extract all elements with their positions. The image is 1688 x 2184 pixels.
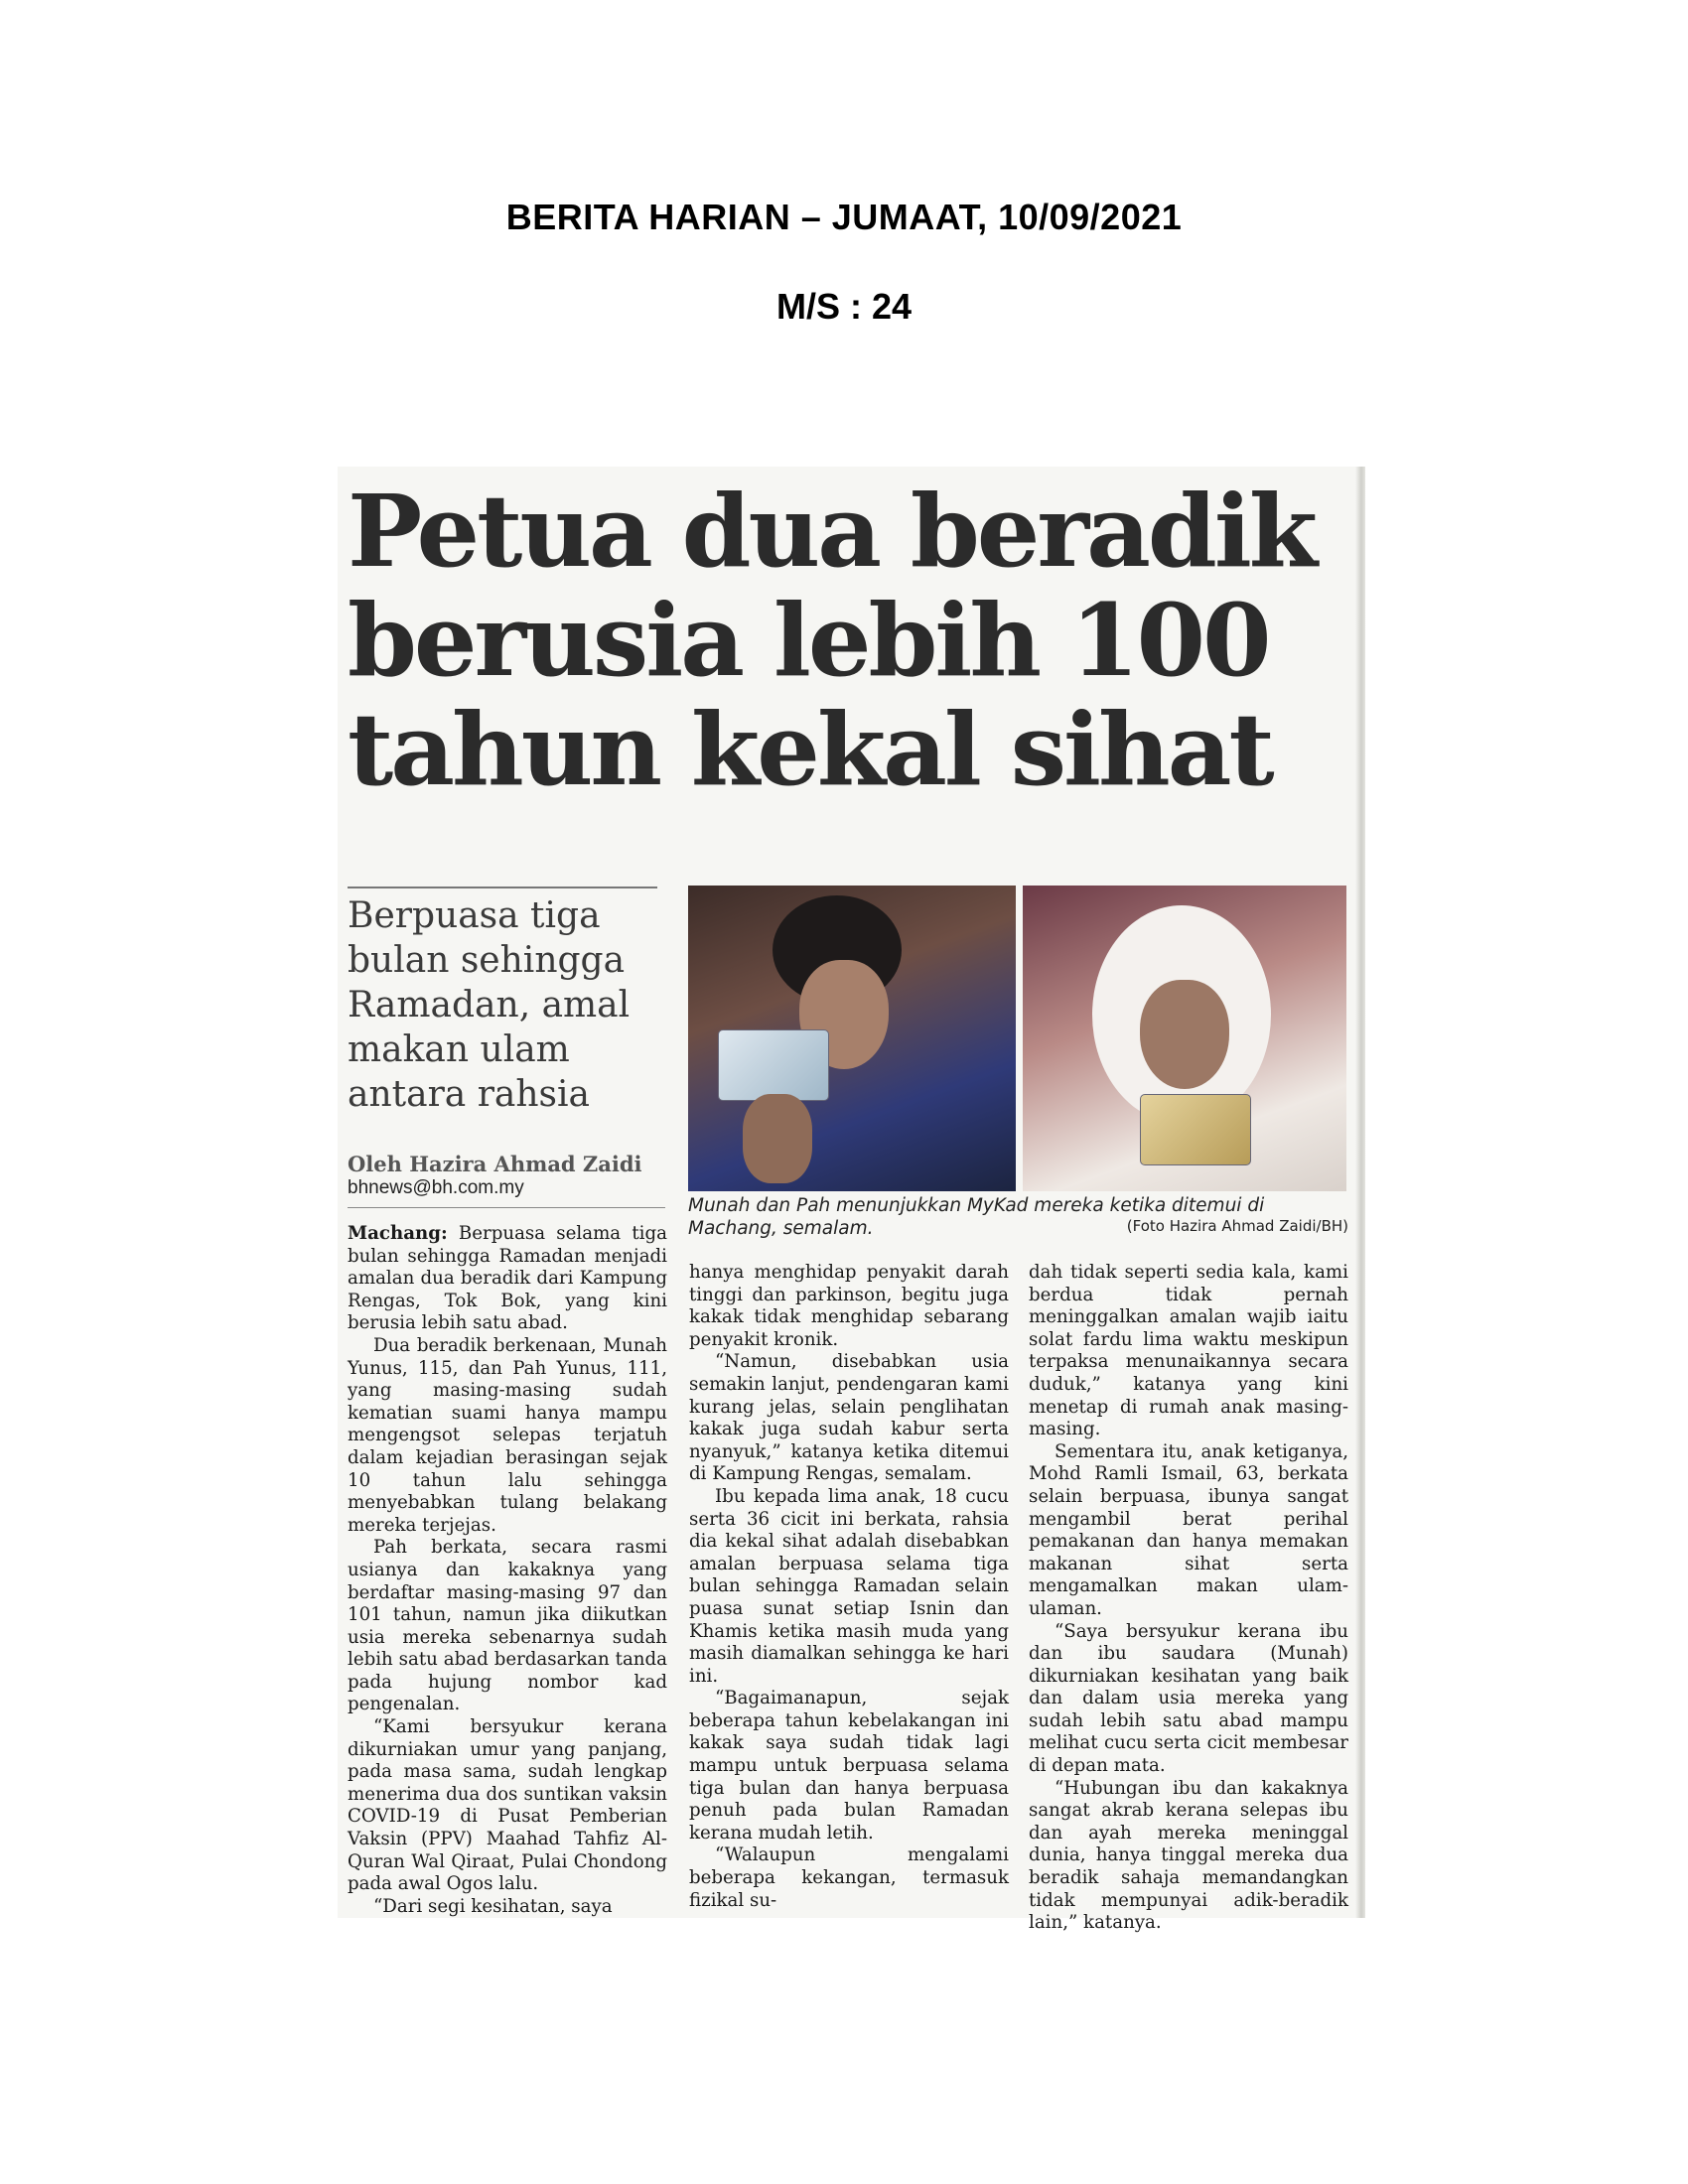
- subhead-line: antara rahsia: [348, 1074, 591, 1115]
- hand-shape: [743, 1094, 812, 1183]
- photo-caption: Munah dan Pah menunjukkan MyKad mereka ketika ditemui di Machang, semalam.: [688, 1195, 1265, 1239]
- article-paragraph: “Hubungan ibu dan kakaknya sangat akrab kerana selepas ibu dan ayah mereka meninggal dunia, hanya tinggal mereka dua beradik sahaja memandangkan tidak mempunyai adik-beradik lain,” katanya.: [1029, 1777, 1348, 1934]
- clipping-source-title: BERITA HARIAN – JUMAAT, 10/09/2021: [505, 197, 1183, 237]
- article-paragraph: “Walaupun mengalami beberapa kekangan, termasuk fizikal su-: [689, 1844, 1009, 1911]
- article-paragraph: Dua beradik berkenaan, Munah Yunus, 115, dan Pah Yunus, 111, yang masing-masing sudah kematian suami hanya mampu mengengsot selepas terjatuh dalam kejadian berasingan sejak 10 tahun lalu sehingga menyebabkan tulang belakang mereka terjejas.: [348, 1334, 667, 1536]
- article-paragraph: Pah berkata, secara rasmi usianya dan kakaknya yang berdaftar masing-masing 97 dan 101 tahun, namun jika diikutkan usia mereka sebenarnya sudah lebih satu abad berdasarkan tanda pada hujung nombor kad pengenalan.: [348, 1537, 667, 1715]
- clipping-scan-edge: [1355, 467, 1365, 1918]
- subhead-line: Ramadan, amal: [348, 985, 631, 1025]
- article-paragraph: “Saya bersyukur kerana ibu dan ibu saudara (Munah) dikurniakan kesihatan yang baik dan dalam usia mereka yang sudah lebih satu abad mampu melihat cucu serta cicit membesar di depan mata.: [1029, 1620, 1348, 1777]
- article-column-2: [689, 1262, 1009, 1912]
- article-column-3: [1029, 1262, 1348, 1935]
- paragraph-text: Berpuasa selama tiga bulan sehingga Ramadan menjadi amalan dua beradik dari Kampung Rengas, Tok Bok, yang kini berusia lebih satu abad.: [348, 1223, 667, 1334]
- article-paragraph: dah tidak seperti sedia kala, kami berdua tidak pernah meninggalkan amalan wajib iaitu solat fardu lima waktu meskipun terpaksa menunaikannya secara duduk,” katanya yang kini menetap di rumah anak masing-masing.: [1029, 1262, 1348, 1440]
- article-paragraph: “Kami bersyukur kerana dikurniakan umur yang panjang, pada masa sama, sudah lengkap menerima dua dos suntikan vaksin COVID-19 di Pusat Pemberian Vaksin (PPV) Maahad Tahfiz Al-Quran Wal Qiraat, Pulai Chondong pada awal Ogos lalu.: [348, 1716, 667, 1895]
- article-paragraph: Sementara itu, anak ketiganya, Mohd Ramli Ismail, 63, berkata selain berpuasa, ibunya sangat mengambil berat perihal pemakanan dan hanya memakan makanan sihat serta mengamalkan makan ulam-ulaman.: [1029, 1440, 1348, 1619]
- article-paragraph: [348, 1223, 667, 1335]
- byline-rule: [348, 1207, 665, 1208]
- mykad-card: [1140, 1094, 1251, 1165]
- face-shape: [1140, 980, 1229, 1089]
- mykad-card: [718, 1029, 829, 1101]
- article-paragraph: “Bagaimanapun, sejak beberapa tahun kebelakangan ini kakak saya sudah tidak lagi mampu untuk berpuasa selama tiga bulan dan hanya berpuasa penuh pada bulan Ramadan kerana mudah letih.: [689, 1688, 1009, 1843]
- headline-line: Petua dua beradik: [348, 473, 1316, 590]
- photo-pah-with-mykad: [1023, 886, 1346, 1191]
- article-paragraph: “Dari segi kesihatan, saya: [373, 1895, 613, 1917]
- article-paragraph: Ibu kepada lima anak, 18 cucu serta 36 cicit ini berkata, rahsia dia kekal sihat adalah disebabkan amalan berpuasa selama tiga bulan sehingga Ramadan selain puasa sunat setiap Isnin dan Khamis ketika masih muda yang masih diamalkan sehingga ke hari ini.: [689, 1485, 1009, 1687]
- article-paragraph: hanya menghidap penyakit darah tinggi dan parkinson, begitu juga kakak tidak menghidap sebarang penyakit kronik.: [689, 1262, 1009, 1350]
- headline-line: berusia lebih 100: [348, 582, 1269, 699]
- subhead-line: makan ulam: [348, 1029, 570, 1070]
- article-dateline: Machang:: [348, 1223, 448, 1244]
- subhead-rule: [348, 887, 657, 888]
- photo-munah-with-mykad: [688, 886, 1016, 1191]
- headline-line: tahun kekal sihat: [348, 691, 1272, 808]
- subhead-line: Berpuasa tiga: [348, 895, 601, 936]
- article-paragraph: “Namun, disebabkan usia semakin lanjut, pendengaran kami kurang jelas, selain penglihatan kakak juga sudah kabur serta nyanyuk,” katanya ketika ditemui di Kampung Rengas, semalam.: [689, 1351, 1009, 1485]
- author-email: bhnews@bh.com.my: [348, 1177, 524, 1198]
- article-headline: [348, 473, 1316, 808]
- photo-credit: (Foto Hazira Ahmad Zaidi/BH): [1126, 1217, 1348, 1235]
- clipping-page-number: M/S : 24: [775, 286, 913, 327]
- subhead-line: bulan sehingga: [348, 940, 626, 981]
- article-byline: Oleh Hazira Ahmad Zaidi: [348, 1152, 642, 1176]
- article-column-1: [348, 1223, 667, 1918]
- article-subhead: [348, 893, 665, 1117]
